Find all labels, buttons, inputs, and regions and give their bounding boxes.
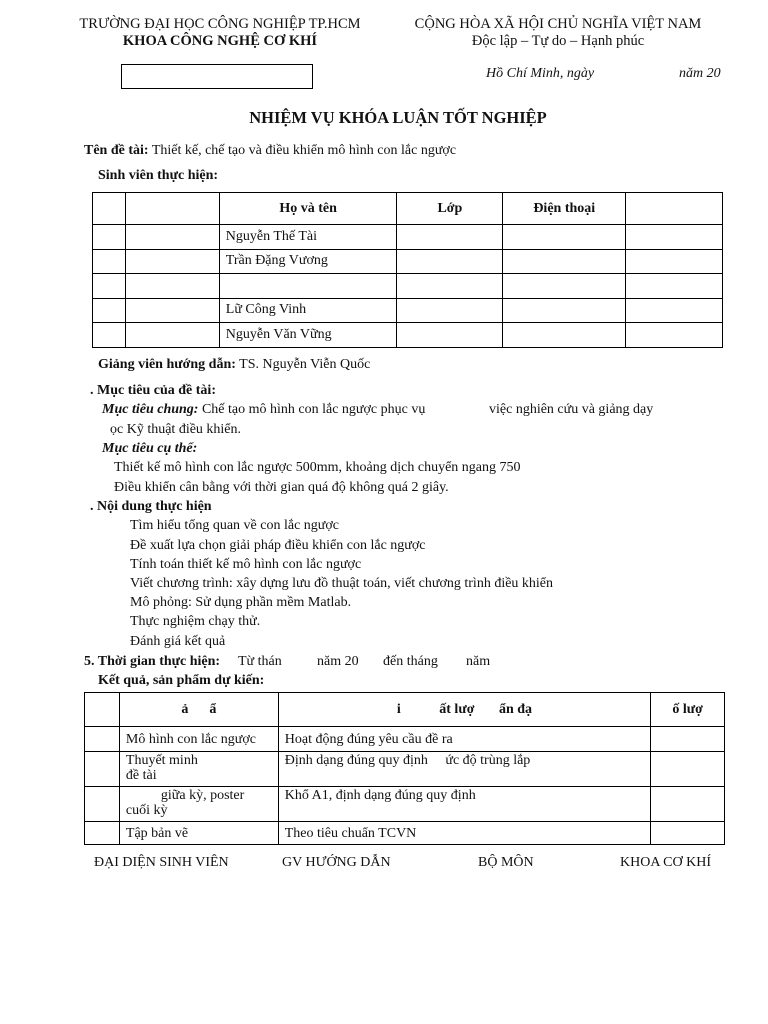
results-label: Kết quả, sản phẩm dự kiến: (98, 673, 265, 688)
signature-department: BỘ MÔN (478, 855, 534, 870)
header-phone: Điện thoại (503, 193, 626, 225)
table-cell (503, 298, 626, 323)
advisor-label: Giảng viên hướng dẫn: (98, 357, 236, 372)
table-cell (503, 249, 626, 274)
header-product: ả ẩ (119, 693, 278, 727)
topic-line (84, 143, 456, 159)
content-item: Tìm hiểu tổng quan về con lắc ngược (130, 518, 339, 533)
results-table (84, 692, 725, 845)
student-name: Trần Đặng Vương (219, 249, 397, 274)
content-item: Đề xuất lựa chọn giải pháp điều khiển con lắc ngược (130, 538, 426, 553)
product-name: Thuyết minh đề tài (119, 752, 278, 787)
table-cell (85, 787, 120, 822)
specific-objective-2: Điều khiển cân bằng với thời gian quá độ không quá 2 giây. (114, 480, 449, 495)
table-cell (93, 323, 126, 348)
header-class: Lớp (397, 193, 503, 225)
content-item: Tính toán thiết kế mô hình con lắc ngược (130, 557, 362, 572)
content-item: Viết chương trình: xây dựng lưu đồ thuật toán, viết chương trình điều khiển (130, 576, 554, 591)
table-row (93, 298, 723, 323)
faculty-name: KHOA CÔNG NGHỆ CƠ KHÍ (122, 33, 318, 49)
table-cell (85, 752, 120, 787)
table-cell (93, 298, 126, 323)
table-cell (503, 274, 626, 299)
students-label: Sinh viên thực hiện: (98, 168, 219, 183)
topic-label: Tên đề tài: (84, 143, 149, 158)
advisor-line (98, 357, 370, 373)
table-cell (503, 225, 626, 250)
table-cell (397, 323, 503, 348)
table-row (93, 249, 723, 274)
timeline-from: Từ thán (238, 654, 282, 669)
quality-criteria: Theo tiêu chuẩn TCVN (278, 822, 650, 845)
general-objective-text: Chế tạo mô hình con lắc ngược phục vụ (201, 402, 426, 417)
advisor-value: TS. Nguyễn Viễn Quốc (239, 357, 371, 372)
table-row (93, 225, 723, 250)
table-row (93, 274, 723, 299)
header-cell (85, 693, 120, 727)
year-label: năm 20 (679, 66, 721, 81)
table-cell (93, 225, 126, 250)
student-name: Nguyễn Văn Vững (219, 323, 397, 348)
header-quality: i ất lượ ẩn đạ (278, 693, 650, 727)
table-cell (626, 298, 723, 323)
table-cell (125, 323, 219, 348)
general-objective-label: Mục tiêu chung: (102, 402, 199, 417)
table-cell (85, 727, 120, 752)
table-cell (397, 274, 503, 299)
product-name: giữa kỳ, poster cuối kỳ (119, 787, 278, 822)
quantity-cell (651, 822, 725, 845)
content-item: Đánh giá kết quả (130, 634, 226, 649)
quantity-cell (651, 727, 725, 752)
table-cell (397, 298, 503, 323)
table-cell (626, 274, 723, 299)
header-cell (125, 193, 219, 225)
quality-criteria: Khổ A1, định dạng đúng quy định (278, 787, 650, 822)
objectives-heading: . Mục tiêu của đề tài: (90, 383, 216, 398)
place-date: Hồ Chí Minh, ngày (486, 66, 595, 81)
table-cell (85, 822, 120, 845)
table-cell (397, 249, 503, 274)
document-number-box (121, 64, 313, 89)
table-cell (125, 225, 219, 250)
table-cell (125, 298, 219, 323)
student-name (219, 274, 397, 299)
general-objective-line (102, 402, 425, 418)
content-item: Mô phỏng: Sử dụng phần mềm Matlab. (130, 595, 352, 610)
content-heading: . Nội dung thực hiện (90, 499, 212, 514)
general-objective-text-c: ọc Kỹ thuật điều khiển. (110, 422, 242, 437)
table-cell (626, 323, 723, 348)
table-row (93, 323, 723, 348)
topic-value: Thiết kế, chế tạo và điều khiển mô hình con lắc ngược (151, 143, 457, 158)
specific-objective-label: Mục tiêu cụ thể: (102, 441, 198, 456)
student-name: Lữ Công Vinh (219, 298, 397, 323)
header-name: Họ và tên (219, 193, 397, 225)
student-name: Nguyễn Thế Tài (219, 225, 397, 250)
quality-criteria: Định dạng đúng quy định ức độ trùng lắp (278, 752, 650, 787)
timeline-year-1: năm 20 (317, 654, 359, 669)
results-header-row (85, 693, 725, 727)
header-quantity: ố lượ (651, 693, 725, 727)
quantity-cell (651, 752, 725, 787)
product-name: Tập bản vẽ (119, 822, 278, 845)
table-cell (93, 274, 126, 299)
specific-objective-1: Thiết kế mô hình con lắc ngược 500mm, khoảng dịch chuyển ngang 750 (114, 460, 521, 475)
table-cell (125, 274, 219, 299)
signature-students: ĐẠI DIỆN SINH VIÊN (94, 855, 229, 870)
table-cell (125, 249, 219, 274)
quality-criteria: Hoạt động đúng yêu cầu đề ra (278, 727, 650, 752)
table-row (85, 787, 725, 822)
school-name: TRƯỜNG ĐẠI HỌC CÔNG NGHIỆP TP.HCM (79, 16, 361, 32)
table-cell (626, 225, 723, 250)
timeline-label: 5. Thời gian thực hiện: (84, 654, 221, 669)
content-item: Thực nghiệm chạy thử. (130, 614, 261, 629)
quantity-cell (651, 787, 725, 822)
table-row (85, 822, 725, 845)
table-row (85, 727, 725, 752)
table-cell (626, 249, 723, 274)
students-header-row (93, 193, 723, 225)
timeline-year-2: năm (466, 654, 491, 669)
page-title: NHIỆM VỤ KHÓA LUẬN TỐT NGHIỆP (249, 108, 547, 127)
header-cell (626, 193, 723, 225)
national-title: CỘNG HÒA XÃ HỘI CHỦ NGHĨA VIỆT NAM (414, 16, 702, 32)
header-cell (93, 193, 126, 225)
table-cell (503, 323, 626, 348)
timeline-to: đến tháng (383, 654, 438, 669)
product-name: Mô hình con lắc ngược (119, 727, 278, 752)
table-cell (397, 225, 503, 250)
table-row (85, 752, 725, 787)
table-cell (93, 249, 126, 274)
signature-faculty: KHOA CƠ KHÍ (620, 855, 711, 870)
students-table (92, 192, 723, 348)
signature-advisor: GV HƯỚNG DẪN (282, 855, 391, 870)
general-objective-text-b: việc nghiên cứu và giảng dạy (489, 402, 654, 417)
national-motto: Độc lập – Tự do – Hạnh phúc (471, 33, 645, 49)
